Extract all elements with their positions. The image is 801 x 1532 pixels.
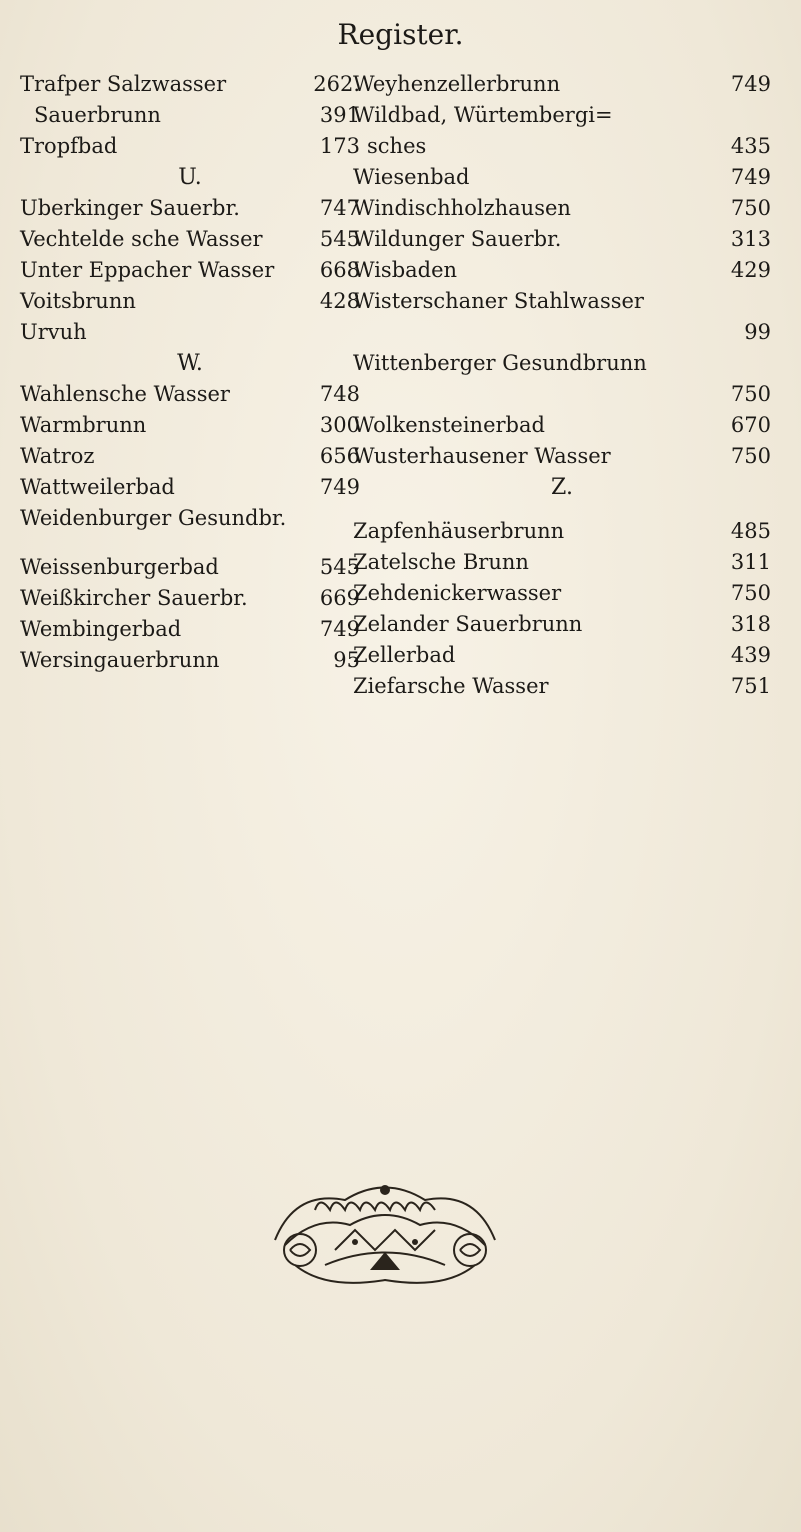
entry-name: Ziefarsche Wasser bbox=[353, 674, 549, 698]
entry-name: Vechtelde sche Wasser bbox=[20, 227, 263, 251]
entry-name: W. bbox=[177, 351, 203, 376]
index-entry bbox=[20, 444, 360, 475]
page-number: 391 bbox=[319, 103, 360, 127]
page-number: 668 bbox=[319, 258, 360, 282]
entry-name: Tropfbad bbox=[20, 134, 118, 158]
index-entry bbox=[353, 519, 771, 550]
page-number: 439 bbox=[730, 643, 771, 667]
entry-name: Wattweilerbad bbox=[20, 475, 175, 499]
entry-name: Weißkircher Sauerbr. bbox=[20, 586, 248, 610]
index-entry bbox=[20, 72, 360, 103]
index-entry bbox=[20, 537, 360, 555]
entry-name: Windischholzhausen bbox=[353, 196, 571, 220]
index-entry bbox=[353, 289, 771, 320]
entry-name: Wembingerbad bbox=[20, 617, 182, 641]
page-number: 545 bbox=[319, 555, 360, 579]
page-number: 749 bbox=[730, 72, 771, 96]
index-entry bbox=[20, 382, 360, 413]
index-entry bbox=[353, 413, 771, 444]
section-letter bbox=[20, 165, 360, 196]
page-number: 429 bbox=[730, 258, 771, 282]
page-number: 750 bbox=[730, 581, 771, 605]
index-entry bbox=[353, 72, 771, 103]
index-column-right bbox=[353, 72, 771, 705]
index-entry bbox=[20, 134, 360, 165]
entry-name: Wildunger Sauerbr. bbox=[353, 227, 562, 251]
entry-name: Urvuh bbox=[20, 320, 87, 344]
page-number: 749 bbox=[319, 617, 360, 641]
index-entry bbox=[20, 196, 360, 227]
entry-name: Wisterschaner Stahlwasser bbox=[353, 289, 644, 313]
page-number: 485 bbox=[730, 519, 771, 543]
page-number: 173 bbox=[319, 134, 360, 158]
entry-name: Zapfenhäuserbrunn bbox=[353, 519, 565, 543]
page-number: 669 bbox=[319, 586, 360, 610]
page-number: 313 bbox=[730, 227, 771, 251]
section-letter bbox=[20, 351, 360, 382]
entry-name: Zellerbad bbox=[353, 643, 456, 667]
page-number: 545 bbox=[319, 227, 360, 251]
entry-name: Weyhenzellerbrunn bbox=[353, 72, 561, 96]
entry-name: Weissenburgerbad bbox=[20, 555, 219, 579]
index-entry bbox=[353, 382, 771, 413]
index-entry bbox=[20, 617, 360, 648]
entry-name: Wolkensteinerbad bbox=[353, 413, 545, 437]
page-number: 748 bbox=[319, 382, 360, 406]
tailpiece-ornament bbox=[255, 1170, 515, 1300]
entry-name: Wittenberger Gesundbrunn bbox=[353, 351, 647, 375]
index-entry bbox=[353, 643, 771, 674]
index-entry bbox=[20, 475, 360, 506]
index-entry bbox=[20, 289, 360, 320]
index-entry bbox=[20, 227, 360, 258]
page-number: 262. bbox=[313, 72, 360, 96]
index-entry bbox=[353, 444, 771, 475]
page-number: 300 bbox=[319, 413, 360, 437]
index-entry bbox=[20, 258, 360, 289]
index-entry bbox=[20, 413, 360, 444]
entry-name: Z. bbox=[551, 475, 573, 500]
page-number: 670 bbox=[730, 413, 771, 437]
entry-name: Wusterhausener Wasser bbox=[353, 444, 611, 468]
page-number: 751 bbox=[730, 674, 771, 698]
entry-name: Wersingauerbrunn bbox=[20, 648, 220, 672]
page-number: 99 bbox=[744, 320, 771, 344]
page-number: 750 bbox=[730, 444, 771, 468]
page-number: 656 bbox=[319, 444, 360, 468]
index-entry bbox=[20, 586, 360, 617]
entry-name: Zelander Sauerbrunn bbox=[353, 612, 583, 636]
index-entry bbox=[353, 196, 771, 227]
index-entry bbox=[20, 648, 360, 679]
page-number: 311 bbox=[730, 550, 771, 574]
entry-name: Wahlensche Wasser bbox=[20, 382, 230, 406]
index-entry bbox=[353, 550, 771, 581]
page-number: 749 bbox=[319, 475, 360, 499]
entry-name: Wiesenbad bbox=[353, 165, 470, 189]
index-entry bbox=[353, 320, 771, 351]
entry-name: U. bbox=[178, 165, 202, 190]
entry-name: sches bbox=[367, 134, 427, 158]
entry-name: Warmbrunn bbox=[20, 413, 147, 437]
index-entry bbox=[20, 320, 360, 351]
index-column-left bbox=[20, 72, 360, 679]
page-number: 435 bbox=[730, 134, 771, 158]
section-letter bbox=[353, 475, 771, 519]
entry-name: Unter Eppacher Wasser bbox=[20, 258, 275, 282]
page-number: 750 bbox=[730, 196, 771, 220]
index-entry bbox=[353, 134, 771, 165]
entry-name: Zatelsche Brunn bbox=[353, 550, 529, 574]
page-number: 318 bbox=[730, 612, 771, 636]
index-entry bbox=[353, 351, 771, 382]
entry-name: Zehdenickerwasser bbox=[353, 581, 562, 605]
entry-name: Sauerbrunn bbox=[34, 103, 161, 127]
index-entry bbox=[353, 165, 771, 196]
page-title: Register. bbox=[337, 18, 464, 51]
index-entry bbox=[353, 581, 771, 612]
page-number: 747 bbox=[319, 196, 360, 220]
index-entry bbox=[353, 258, 771, 289]
entry-name: Wildbad, Würtembergi= bbox=[353, 103, 613, 127]
index-entry bbox=[353, 612, 771, 643]
index-entry bbox=[20, 103, 360, 134]
index-entry bbox=[20, 555, 360, 586]
page-number: 428 bbox=[319, 289, 360, 313]
entry-name: Wisbaden bbox=[353, 258, 458, 282]
entry-name: Watroz bbox=[20, 444, 95, 468]
entry-name: Voitsbrunn bbox=[20, 289, 136, 313]
entry-name: Weidenburger Gesundbr. bbox=[20, 506, 287, 530]
entry-name: Trafper Salzwasser bbox=[20, 72, 227, 96]
index-entry bbox=[20, 506, 360, 537]
index-entry bbox=[353, 103, 771, 134]
entry-name: Uberkinger Sauerbr. bbox=[20, 196, 240, 220]
page-number: 750 bbox=[730, 382, 771, 406]
page-number: 95 bbox=[333, 648, 360, 672]
index-entry bbox=[353, 227, 771, 258]
page-number: 749 bbox=[730, 165, 771, 189]
index-entry bbox=[353, 674, 771, 705]
